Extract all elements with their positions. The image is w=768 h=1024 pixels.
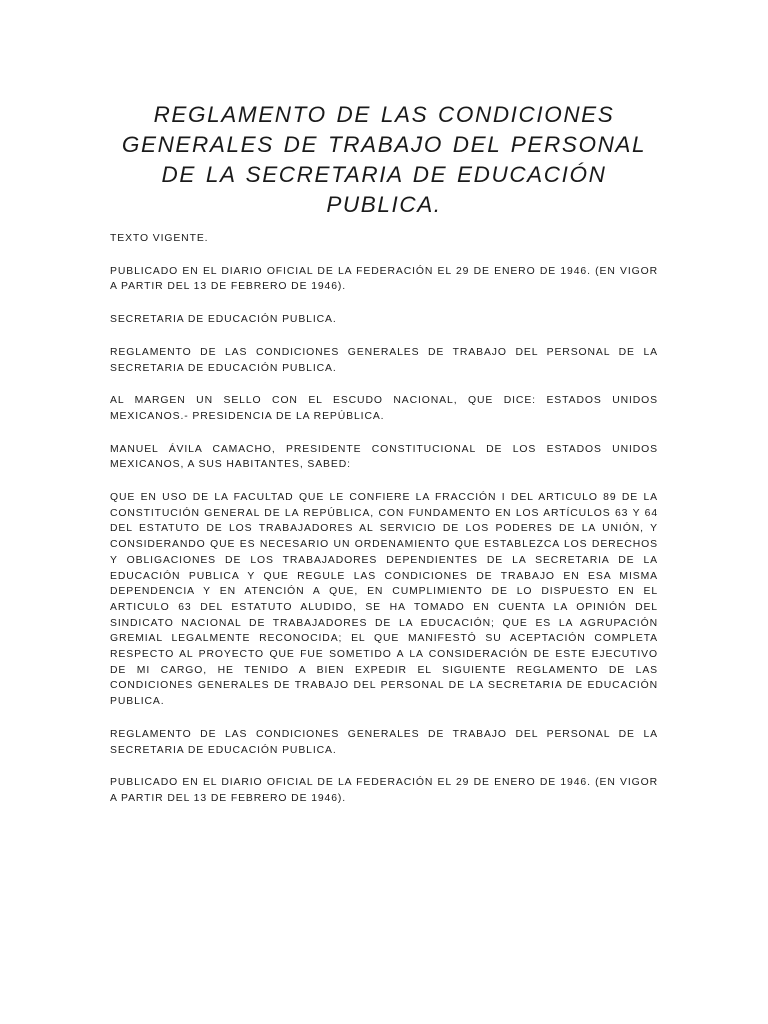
paragraph-publication-repeat: PUBLICADO EN EL DIARIO OFICIAL DE LA FEDERACIÓN EL 29 DE ENERO DE 1946. (EN VIGOR A PARTIR DEL 13 DE FEBRERO DE 1946).	[110, 777, 658, 804]
document-title: REGLAMENTO DE LAS CONDICIONES GENERALES DE TRABAJO DEL PERSONAL DE LA SECRETARIA DE EDUCACIÓN PUBLICA.	[121, 102, 647, 217]
paragraph-president: MANUEL ÁVILA CAMACHO, PRESIDENTE CONSTITUCIONAL DE LOS ESTADOS UNIDOS MEXICANOS, A SUS HABITANTES, SABED:	[110, 443, 658, 471]
paragraph-considerando: QUE EN USO DE LA FACULTAD QUE LE CONFIERE LA FRACCIÓN I DEL ARTICULO 89 DE LA CONSTITUCIÓN GENERAL DE LA REPÚBLICA, CON FUNDAMENTO EN LOS ARTÍCULOS 63 Y 64 DEL ESTATUTO DE LOS TRABAJADORES AL SERVICIO DE LOS PODERES DE LA UNIÓN, Y CONSIDERANDO QUE ES NECESARIO UN ORDENAMIENTO QUE ESTABLEZCA LOS DERECHOS Y OBLIGACIONES DE LOS TRABAJADORES DEPENDIENTES DE LA SECRETARIA DE LA EDUCACIÓN PUBLICA Y QUE REGULE LAS CONDICIONES DE TRABAJO EN ESA MISMA DEPENDENCIA Y EN ATENCIÓN A QUE, EN CUMPLIMIENTO DE LO DISPUESTO EN EL ARTICULO 63 DEL ESTATUTO ALUDIDO, SE HA TOMADO EN CUENTA LA OPINIÓN DEL SINDICATO NACIONAL DE TRABAJADORES DE LA EDUCACIÓN; QUE ES LA AGRUPACIÓN GREMIAL LEGALMENTE RECONOCIDA; EL QUE MANIFESTÓ SU ACEPTACIÓN COMPLETA RESPECTO AL PROYECTO QUE FUE SOMETIDO A LA CONSIDERACIÓN DE ESTE EJECUTIVO DE MI CARGO, HE TENIDO A BIEN EXPEDIR EL SIGUIENTE REGLAMENTO DE LAS CONDICIONES GENERALES DE TRABAJO DEL PERSONAL DE LA SECRETARIA DE EDUCACIÓN PUBLICA.	[110, 492, 658, 708]
paragraph-seal-note: AL MARGEN UN SELLO CON EL ESCUDO NACIONAL, QUE DICE: ESTADOS UNIDOS MEXICANOS.- PRESIDENCIA DE LA REPÚBLICA.	[110, 395, 658, 422]
paragraph-reglamento-heading: REGLAMENTO DE LAS CONDICIONES GENERALES DE TRABAJO DEL PERSONAL DE LA SECRETARIA DE EDUCACIÓN PUBLICA.	[110, 346, 658, 374]
paragraph-texto-vigente: TEXTO VIGENTE.	[110, 233, 209, 244]
paragraph-publication-notice: PUBLICADO EN EL DIARIO OFICIAL DE LA FEDERACIÓN EL 29 DE ENERO DE 1946. (EN VIGOR A PARTIR DEL 13 DE FEBRERO DE 1946).	[110, 265, 658, 293]
document-body	[110, 231, 658, 824]
paragraph-reglamento-repeat: REGLAMENTO DE LAS CONDICIONES GENERALES DE TRABAJO DEL PERSONAL DE LA SECRETARIA DE EDUCACIÓN PUBLICA.	[110, 728, 658, 756]
paragraph-secretaria: SECRETARIA DE EDUCACIÓN PUBLICA.	[110, 314, 337, 326]
